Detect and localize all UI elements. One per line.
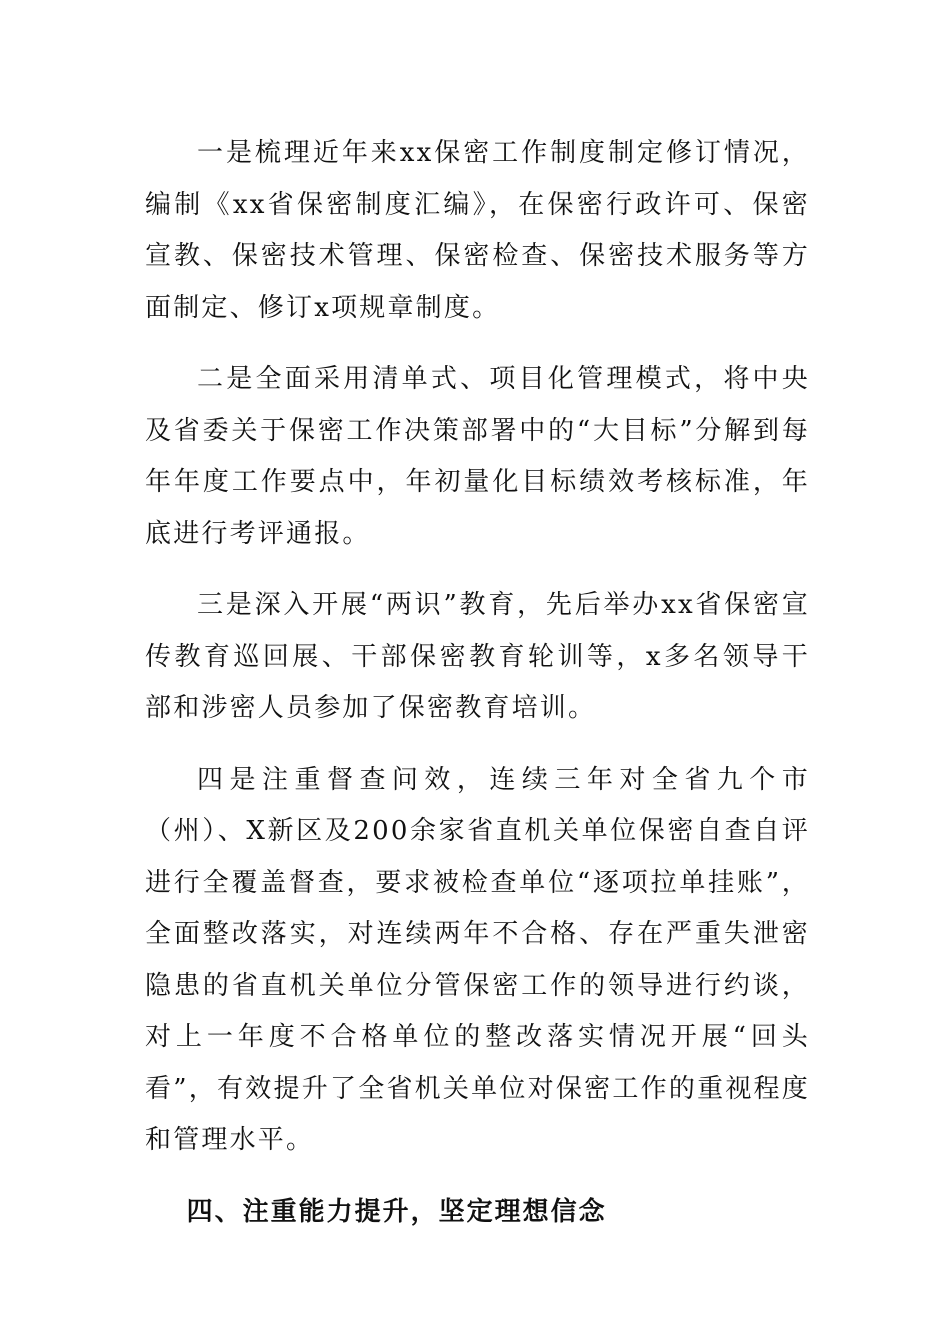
section-heading: 四、注重能力提升，坚定理想信念	[186, 1196, 607, 1227]
document-body	[145, 128, 810, 1238]
paragraph-1: 一是梳理近年来xx保密工作制度制定修订情况，编制《xx省保密制度汇编》，在保密行政许可、保密宣教、保密技术管理、保密检查、保密技术服务等方面制定、修订x项规章制度。	[145, 138, 810, 323]
paragraph-2: 二是全面采用清单式、项目化管理模式，将中央及省委关于保密工作决策部署中的“大目标”分解到每年年度工作要点中，年初量化目标绩效考核标准，年底进行考评通报。	[145, 364, 810, 549]
paragraph-3: 三是深入开展“两识”教育，先后举办xx省保密宣传教育巡回展、干部保密教育轮训等，x多名领导干部和涉密人员参加了保密教育培训。	[145, 590, 810, 723]
paragraph-4: 四是注重督查问效，连续三年对全省九个市（州）、X新区及200余家省直机关单位保密自查自评进行全覆盖督查，要求被检查单位“逐项拉单挂账”，全面整改落实，对连续两年不合格、存在严重失泄密隐患的省直机关单位分管保密工作的领导进行约谈，对上一年度不合格单位的整改落实情况开展“回头看”，有效提升了全省机关单位对保密工作的重视程度和管理水平。	[145, 764, 810, 1155]
